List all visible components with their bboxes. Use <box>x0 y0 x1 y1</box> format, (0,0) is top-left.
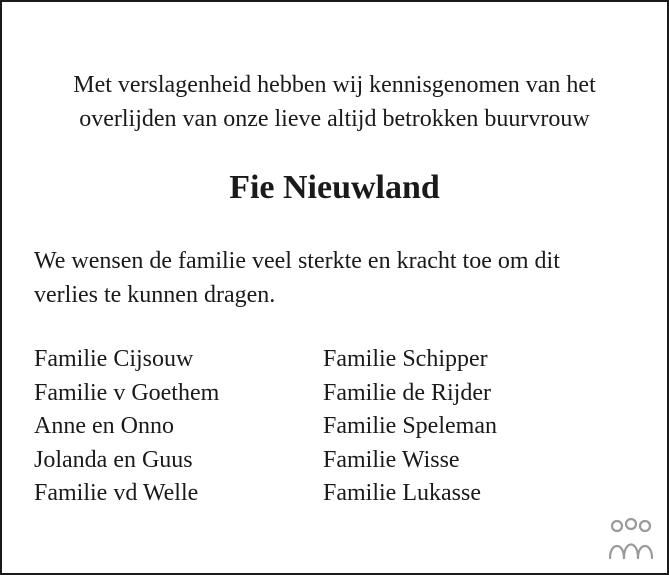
signatory: Anne en Onno <box>34 413 174 439</box>
signatory: Familie Cijsouw <box>34 346 194 372</box>
signatory: Familie v Goethem <box>34 379 220 406</box>
signatory: Familie de Rijder <box>323 379 491 406</box>
message-line-1: We wensen de familie veel sterkte en kracht toe om dit <box>34 248 560 274</box>
condolence-message <box>34 244 644 312</box>
signatory: Familie Wisse <box>323 446 460 473</box>
intro-line-1: Met verslagenheid hebben wij kennisgenomen van het <box>73 72 596 98</box>
signatory: Familie Schipper <box>323 346 488 372</box>
signatory: Familie Lukasse <box>323 480 481 506</box>
message-line-2: verlies te kunnen dragen. <box>34 282 276 308</box>
signatory: Jolanda en Guus <box>34 446 193 473</box>
deceased-name: Fie Nieuwland <box>229 169 440 206</box>
signatories-left <box>34 343 219 511</box>
signatory: Familie Speleman <box>323 413 497 439</box>
signatories-right <box>323 343 497 511</box>
people-group-icon <box>605 518 657 562</box>
intro-text <box>0 68 669 136</box>
intro-line-2: overlijden van onze lieve altijd betrokken buurvrouw <box>79 106 590 132</box>
signatory: Familie vd Welle <box>34 480 199 506</box>
